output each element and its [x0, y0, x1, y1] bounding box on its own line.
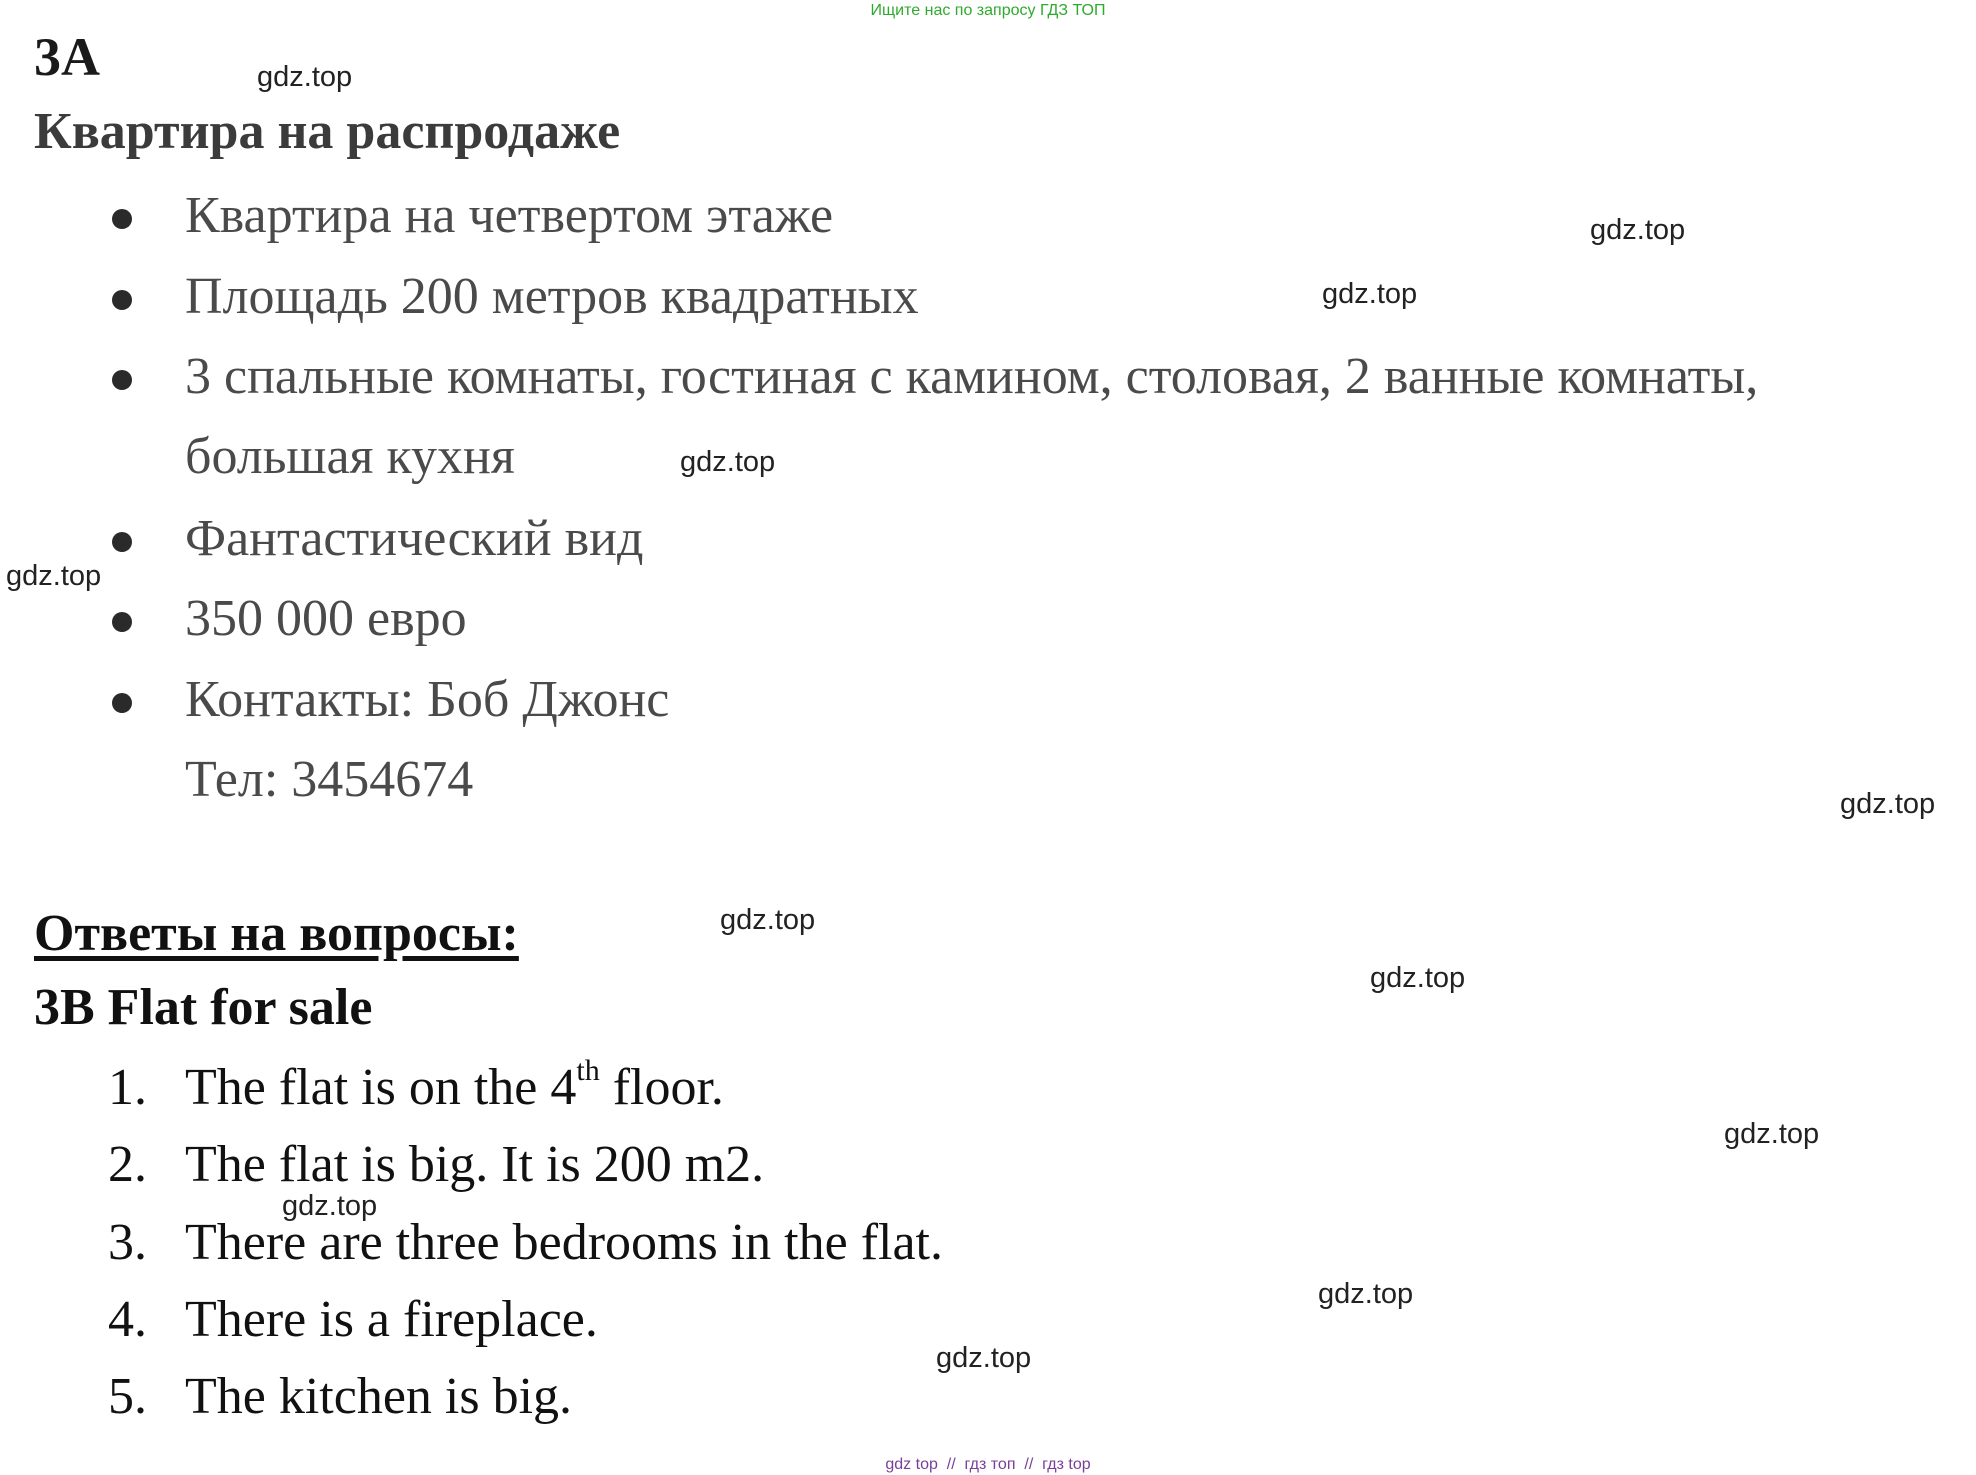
bottom-banner: gdz top // гдз топ // гдз top [885, 1456, 1091, 1473]
bullet-icon [112, 612, 132, 632]
answer-number: 1. [108, 1059, 147, 1116]
ordinal-suffix: th [576, 1054, 600, 1087]
list-item: 350 000 евро [185, 590, 467, 647]
list-item: Фантастический вид [185, 510, 644, 567]
bullet-icon [112, 693, 132, 713]
bullet-icon [112, 532, 132, 552]
answer-number: 2. [108, 1136, 147, 1193]
answer-number: 5. [108, 1368, 147, 1425]
watermark: gdz.top [1322, 278, 1418, 310]
list-item: Контакты: Боб Джонс [185, 671, 670, 728]
answer-text: There is a fireplace. [185, 1291, 598, 1348]
watermark: gdz.top [1724, 1118, 1820, 1150]
bullet-icon [112, 370, 132, 390]
top-banner: Ищите нас по запросу ГДЗ ТОП [870, 2, 1106, 19]
watermark: gdz.top [6, 560, 102, 592]
section-a-title: Квартира на распродаже [34, 103, 621, 160]
watermark: gdz.top [936, 1342, 1032, 1374]
section-b-title: 3B Flat for sale [34, 979, 373, 1036]
watermark: gdz.top [257, 61, 353, 93]
answer-text: There are three bedrooms in the flat. [185, 1214, 943, 1271]
list-item-continuation: Тел: 3454674 [185, 751, 474, 808]
section-a-number: 3A [34, 27, 100, 87]
watermark: gdz.top [1590, 214, 1686, 246]
answers-heading: Ответы на вопросы: [34, 905, 519, 962]
watermark: gdz.top [1318, 1278, 1414, 1310]
watermark: gdz.top [1840, 788, 1936, 820]
answer-number: 4. [108, 1291, 147, 1348]
answer-number: 3. [108, 1214, 147, 1271]
bullet-icon [112, 209, 132, 229]
list-item: Площадь 200 метров квадратных [185, 268, 919, 325]
watermark: gdz.top [1370, 962, 1466, 994]
answer-text: The flat is big. It is 200 m2. [185, 1136, 765, 1193]
watermark: gdz.top [720, 904, 816, 936]
watermark: gdz.top [282, 1190, 378, 1222]
list-item: 3 спальные комнаты, гостиная с камином, столовая, 2 ванные комнаты, [185, 348, 1759, 405]
answer-text-part: The flat is on the 4 [185, 1059, 577, 1116]
answer-text: The kitchen is big. [185, 1368, 573, 1425]
bullet-icon [112, 290, 132, 310]
watermark: gdz.top [680, 446, 776, 478]
answer-text-part: floor. [599, 1059, 724, 1116]
list-item-continuation: большая кухня [185, 428, 515, 485]
list-item: Квартира на четвертом этаже [185, 187, 834, 244]
answer-text [185, 1054, 724, 1117]
